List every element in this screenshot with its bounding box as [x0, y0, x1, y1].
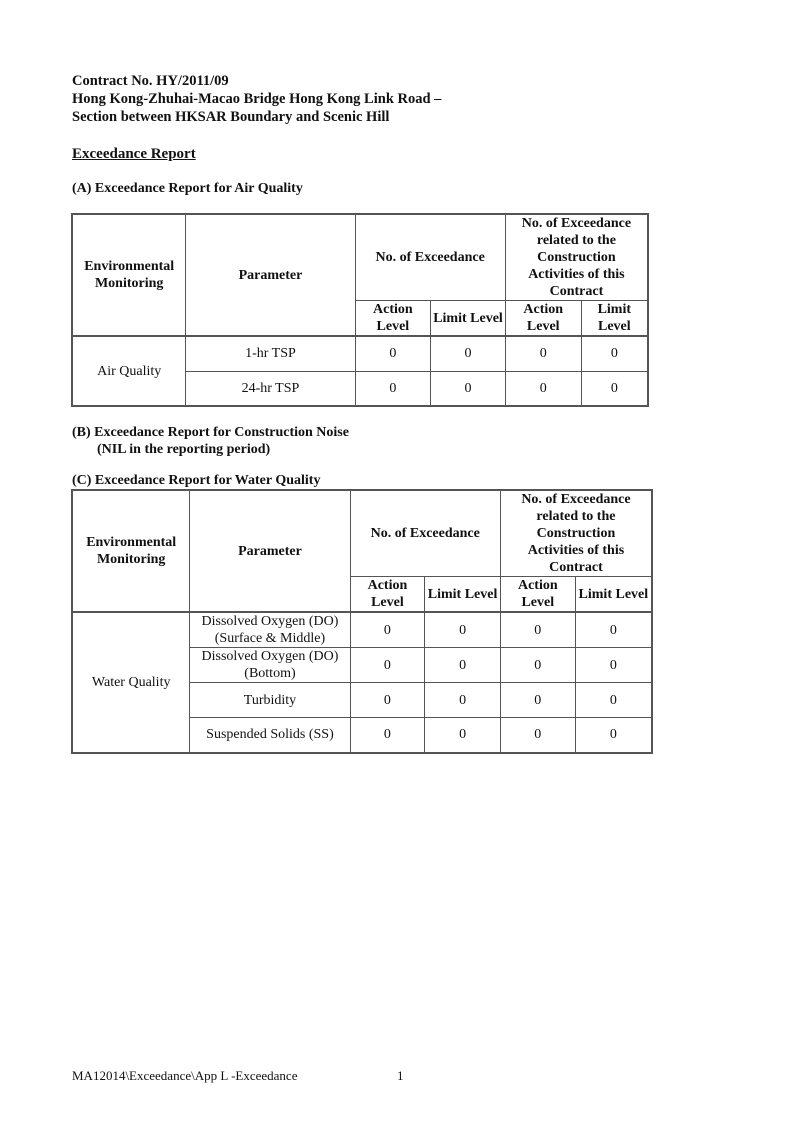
table-row	[72, 336, 648, 371]
value-cell: 0	[425, 718, 501, 753]
section-b-note: (NIL in the reporting period)	[97, 442, 271, 457]
col-related-action-level: Action Level	[505, 301, 581, 337]
col-action-level: Action Level	[350, 577, 425, 613]
col-limit-level: Limit Level	[425, 577, 501, 613]
value-cell: 0	[431, 336, 506, 371]
col-no-exceedance: No. of Exceedance	[355, 214, 505, 301]
section-b-title: (B) Exceedance Report for Construction Noise	[72, 425, 349, 440]
value-cell: 0	[500, 612, 575, 648]
value-cell: 0	[575, 718, 652, 753]
value-cell: 0	[500, 683, 575, 718]
water-quality-table	[71, 489, 653, 754]
value-cell: 0	[505, 336, 581, 371]
col-env-monitoring: Environmental Monitoring	[72, 490, 190, 612]
contract-number: Contract No. HY/2011/09	[72, 73, 229, 89]
value-cell: 0	[581, 371, 648, 406]
col-env-monitoring: Environmental Monitoring	[72, 214, 186, 336]
parameter-cell: Dissolved Oxygen (DO) (Surface & Middle)	[190, 612, 350, 648]
col-limit-level: Limit Level	[431, 301, 506, 337]
parameter-cell: Suspended Solids (SS)	[190, 718, 350, 753]
parameter-cell: 24-hr TSP	[186, 371, 355, 406]
project-name-line2: Section between HKSAR Boundary and Scenic Hill	[72, 109, 390, 125]
value-cell: 0	[425, 648, 501, 683]
table-row	[72, 612, 652, 648]
parameter-cell: 1-hr TSP	[186, 336, 355, 371]
category-cell: Water Quality	[72, 612, 190, 753]
value-cell: 0	[425, 683, 501, 718]
value-cell: 0	[425, 612, 501, 648]
col-parameter: Parameter	[190, 490, 350, 612]
category-cell: Air Quality	[72, 336, 186, 406]
section-b	[72, 424, 349, 458]
col-related-limit-level: Limit Level	[581, 301, 648, 337]
report-title: Exceedance Report	[72, 146, 196, 162]
value-cell: 0	[350, 648, 425, 683]
value-cell: 0	[355, 336, 431, 371]
value-cell: 0	[505, 371, 581, 406]
col-parameter: Parameter	[186, 214, 355, 336]
col-related-limit-level: Limit Level	[575, 577, 652, 613]
value-cell: 0	[350, 683, 425, 718]
col-action-level: Action Level	[355, 301, 431, 337]
section-a-title: (A) Exceedance Report for Air Quality	[72, 181, 303, 196]
col-related-exceedance: No. of Exceedance related to the Construction Activities of this Contract	[505, 214, 648, 301]
value-cell: 0	[581, 336, 648, 371]
value-cell: 0	[350, 718, 425, 753]
value-cell: 0	[431, 371, 506, 406]
project-name-line1: Hong Kong-Zhuhai-Macao Bridge Hong Kong Link Road –	[72, 91, 442, 107]
value-cell: 0	[575, 683, 652, 718]
col-no-exceedance: No. of Exceedance	[350, 490, 500, 577]
footer-path: MA12014\Exceedance\App L -Exceedance	[72, 1068, 298, 1083]
air-quality-table	[71, 213, 649, 407]
col-related-action-level: Action Level	[500, 577, 575, 613]
page-number: 1	[397, 1068, 404, 1083]
col-related-exceedance: No. of Exceedance related to the Construction Activities of this Contract	[500, 490, 652, 577]
value-cell: 0	[575, 612, 652, 648]
value-cell: 0	[575, 648, 652, 683]
value-cell: 0	[355, 371, 431, 406]
value-cell: 0	[500, 718, 575, 753]
value-cell: 0	[350, 612, 425, 648]
value-cell: 0	[500, 648, 575, 683]
document-header	[72, 72, 441, 126]
section-c-title: (C) Exceedance Report for Water Quality	[72, 473, 321, 488]
parameter-cell: Turbidity	[190, 683, 350, 718]
parameter-cell: Dissolved Oxygen (DO) (Bottom)	[190, 648, 350, 683]
